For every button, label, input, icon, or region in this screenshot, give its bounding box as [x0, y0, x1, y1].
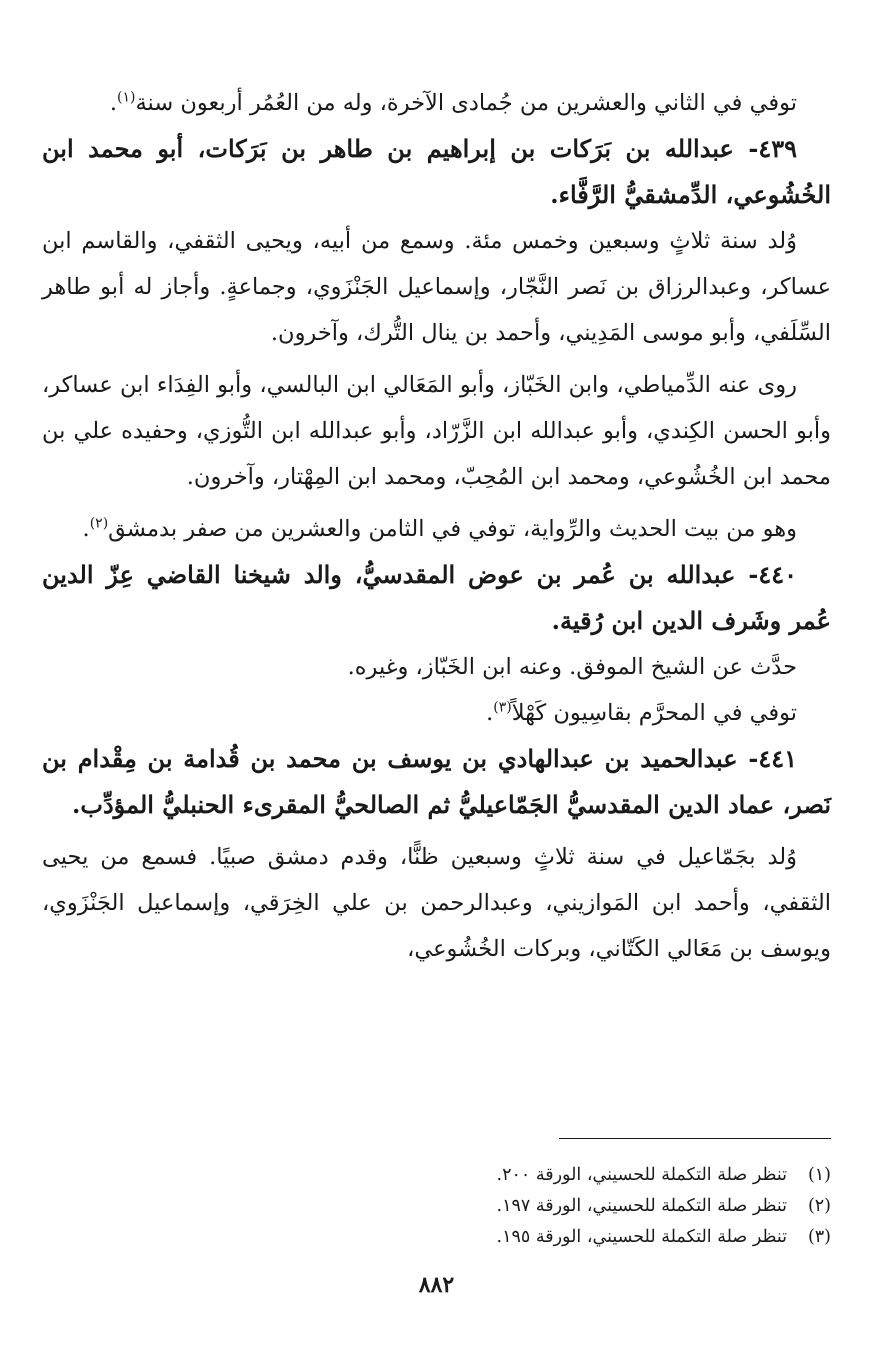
entry-number: ٤٣٩-: [748, 134, 797, 163]
footnote-number: (٣): [807, 1227, 831, 1247]
footnote-ref-3[interactable]: (٣): [493, 699, 512, 716]
footnote-ref-2[interactable]: (٢): [89, 515, 109, 532]
footnote-number: (١): [807, 1165, 831, 1185]
entry-440-heading: ٤٤٠- عبدالله بن عُمر بن عوض المقدسيُّ، والد شيخنا القاضي عِزّ الدين عُمر وشَرف الدين ابن رُقية.: [42, 560, 831, 635]
entry-number: ٤٤١-: [748, 744, 798, 773]
footnote-text: تنظر صلة التكملة للحسيني، الورقة ١٩٥.: [496, 1227, 787, 1247]
footnote-divider: [559, 1138, 831, 1139]
footnote-text: تنظر صلة التكملة للحسيني، الورقة ١٩٧.: [496, 1196, 787, 1216]
entry-439-paragraph-2: روى عنه الدِّمياطي، وابن الخَبّاز، وأبو المَعَالي ابن البالسي، وأبو الفِدَاء ابن عساكر، وأبو الحسن الكِندي، وأبو عبدالله ابن الزَّرّاد، وأبو عبدالله ابن التُّوزي، وحفيده علي بن محمد ابن الخُشُوعي، ومحمد ابن المُحِبّ، ومحمد ابن المِهْتار، وآخرون.: [42, 372, 831, 490]
entry-440-paragraph-1: حدَّث عن الشيخ الموفق. وعنه ابن الخَبّاز، وغيره.: [347, 654, 797, 680]
footnote-text: تنظر صلة التكملة للحسيني، الورقة ٢٠٠.: [496, 1165, 787, 1185]
footnotes: [42, 1160, 831, 1253]
entry-number: ٤٤٠-: [748, 560, 797, 589]
entry-441-heading: ٤٤١- عبدالحميد بن عبدالهادي بن يوسف بن محمد بن قُدامة بن مِقْدام بن نَصر، عماد الدين المقدسيُّ الجَمّاعيليُّ ثم الصالحيُّ المقرىء الحنبليُّ المؤدِّب.: [42, 744, 831, 819]
footnote-number: (٢): [807, 1196, 831, 1216]
entry-439-heading: ٤٣٩- عبدالله بن بَرَكات بن إبراهيم بن طاهر بن بَرَكات، أبو محمد ابن الخُشُوعي، الدِّمشقيُّ الرَّفَّاء.: [42, 134, 831, 209]
footnote-3: [42, 1222, 831, 1253]
entry-441-paragraph-1: وُلد بجَمّاعيل في سنة ثلاثٍ وسبعين ظنًّا، وقدم دمشق صبيًا. فسمع من يحيى الثقفي، وأحمد ابن المَوازيني، وعبدالرحمن بن علي الخِرَقي، وإسماعيل الجَنْزَوي، ويوسف بن مَعَالي الكَتّاني، وبركات الخُشُوعي،: [42, 844, 831, 962]
entry-440-paragraph-2: توفي في المحرَّم بقاسِيون كَهْلاً$^{(٣)}$.: [486, 699, 797, 726]
footnote-ref-1[interactable]: (١): [117, 89, 136, 106]
main-text: [42, 80, 831, 972]
entry-439-paragraph-1: وُلد سنة ثلاثٍ وسبعين وخمس مئة. وسمع من أبيه، ويحيى الثقفي، والقاسم ابن عساكر، وعبدالرزاق بن نَصر النَّجّار، وإسماعيل الجَنْزَوي، وجماعةٍ. وأجاز له أبو طاهر السِّلَفي، وأبو موسى المَدِيني، وأحمد بن ينال التُّرك، وآخرون.: [42, 228, 831, 346]
footnote-1: [42, 1160, 831, 1191]
intro-paragraph: توفي في الثاني والعشرين من جُمادى الآخرة، وله من العُمُر أربعون سنة$^{(١)}$.: [109, 89, 797, 116]
footnote-2: [42, 1191, 831, 1222]
page-number: ٨٨٢: [418, 1272, 455, 1298]
entry-439-paragraph-3: وهو من بيت الحديث والرِّواية، توفي في الثامن والعشرين من صفر بدمشق$^{(٢)}$.: [82, 515, 797, 542]
